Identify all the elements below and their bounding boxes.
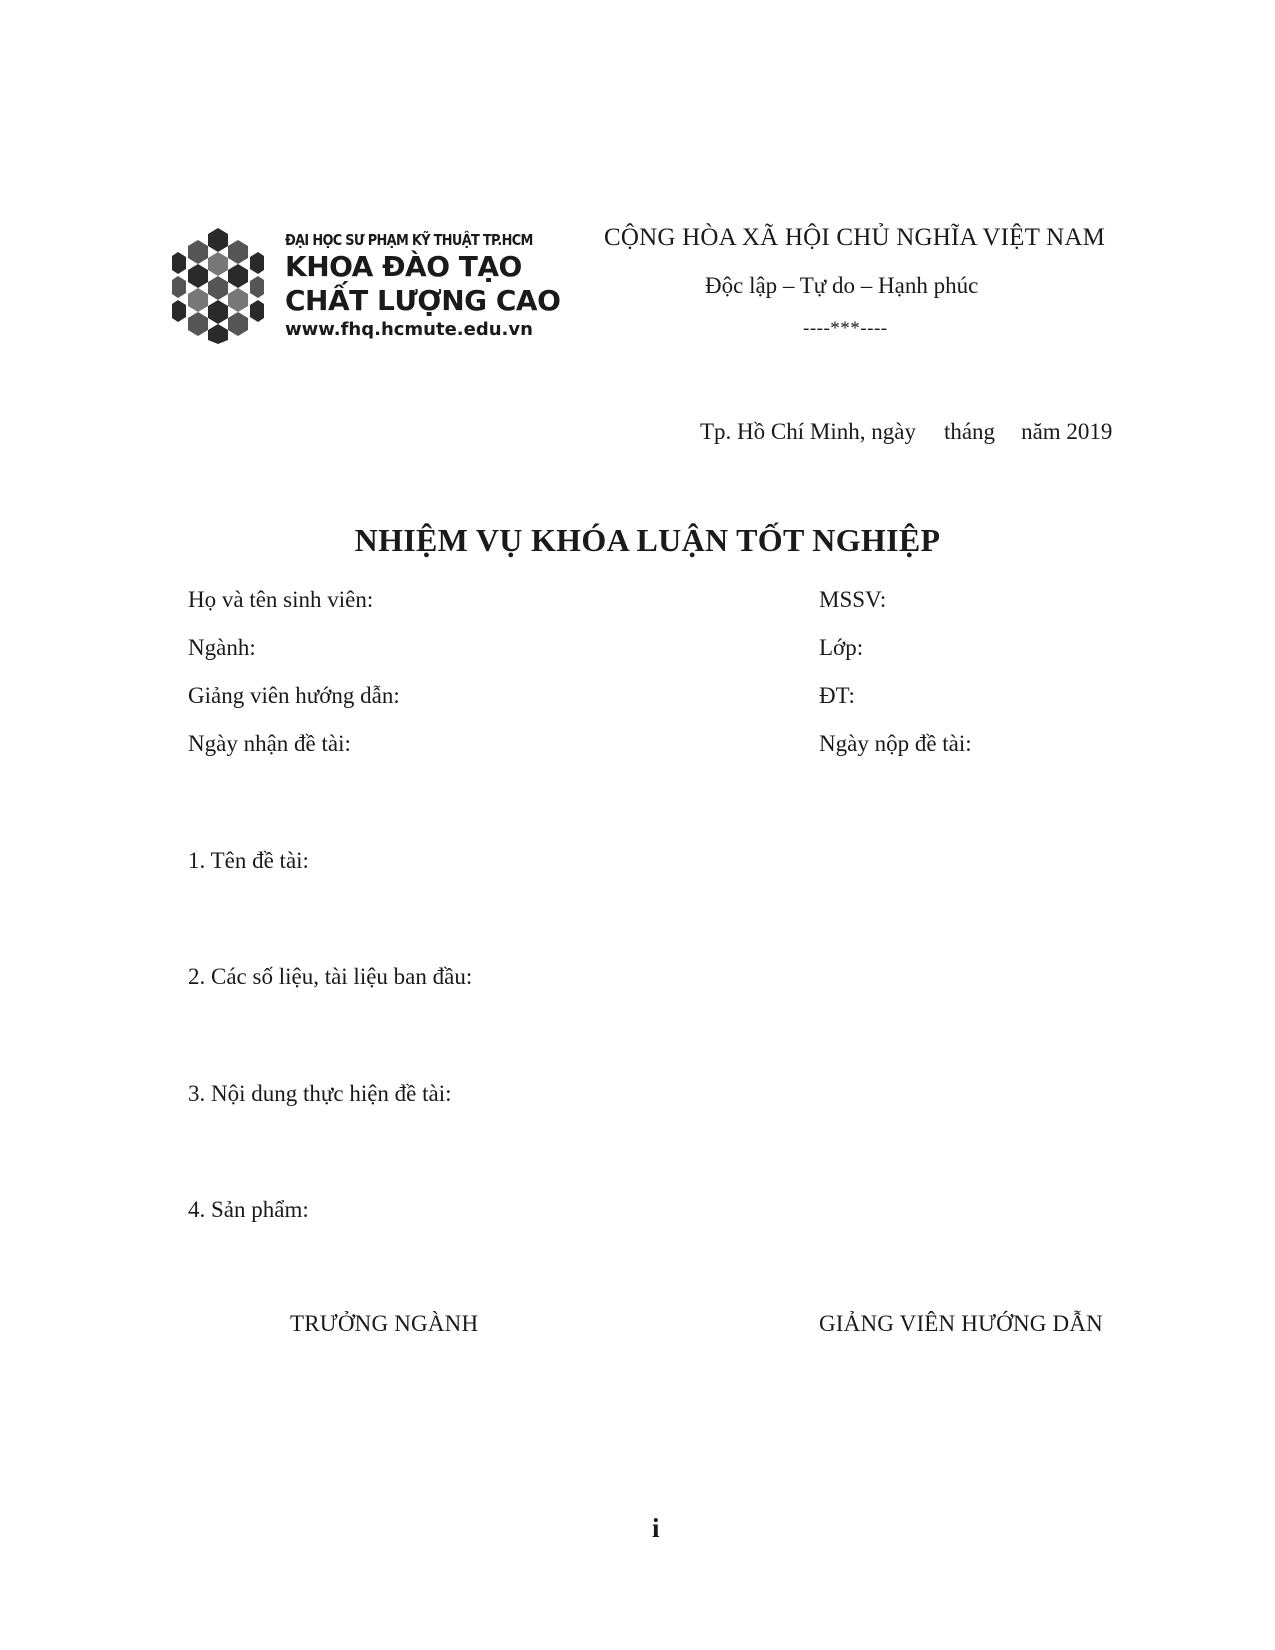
field-date-submitted: Ngày nộp đề tài: (819, 731, 972, 756)
document-title: NHIỆM VỤ KHÓA LUẬN TỐT NGHIỆP (354, 522, 941, 558)
faculty-name-line1: KHOA ĐÀO TẠO (285, 250, 522, 283)
field-student-id: MSSV: (819, 587, 887, 612)
field-class: Lớp: (819, 635, 864, 660)
field-date-received: Ngày nhận đề tài: (188, 731, 351, 756)
faculty-website: www.fhq.hcmute.edu.vn (285, 319, 533, 340)
university-name: ĐẠI HỌC SƯ PHẠM KỸ THUẬT TP.HCM (285, 231, 533, 249)
header-divider: ----***---- (803, 318, 888, 339)
dateline-year: năm 2019 (1021, 419, 1113, 444)
section-initial-data: 2. Các số liệu, tài liệu ban đầu: (188, 964, 473, 989)
dateline (700, 419, 1112, 445)
faculty-name-line2: CHẤT LƯỢNG CAO (285, 284, 561, 317)
section-product: 4. Sản phẩm: (188, 1197, 309, 1222)
signature-head-of-major: TRƯỞNG NGÀNH (290, 1311, 479, 1336)
dateline-month: tháng (943, 419, 996, 444)
hexagon-cluster-logo-icon (172, 226, 264, 344)
national-header: CỘNG HÒA XÃ HỘI CHỦ NGHĨA VIỆT NAM (604, 224, 1106, 251)
section-content: 3. Nội dung thực hiện đề tài: (188, 1081, 452, 1106)
dateline-place-day: Tp. Hồ Chí Minh, ngày (700, 419, 916, 444)
page-number: i (652, 1513, 660, 1543)
field-student-name: Họ và tên sinh viên: (188, 587, 374, 612)
signature-advisor: GIẢNG VIÊN HƯỚNG DẪN (819, 1311, 1103, 1336)
faculty-logo-text (285, 230, 573, 342)
national-motto: Độc lập – Tự do – Hạnh phúc (705, 273, 979, 298)
section-topic-name: 1. Tên đề tài: (188, 848, 309, 873)
field-advisor: Giảng viên hướng dẫn: (188, 683, 400, 708)
field-phone: ĐT: (819, 683, 855, 708)
field-major: Ngành: (188, 635, 256, 660)
